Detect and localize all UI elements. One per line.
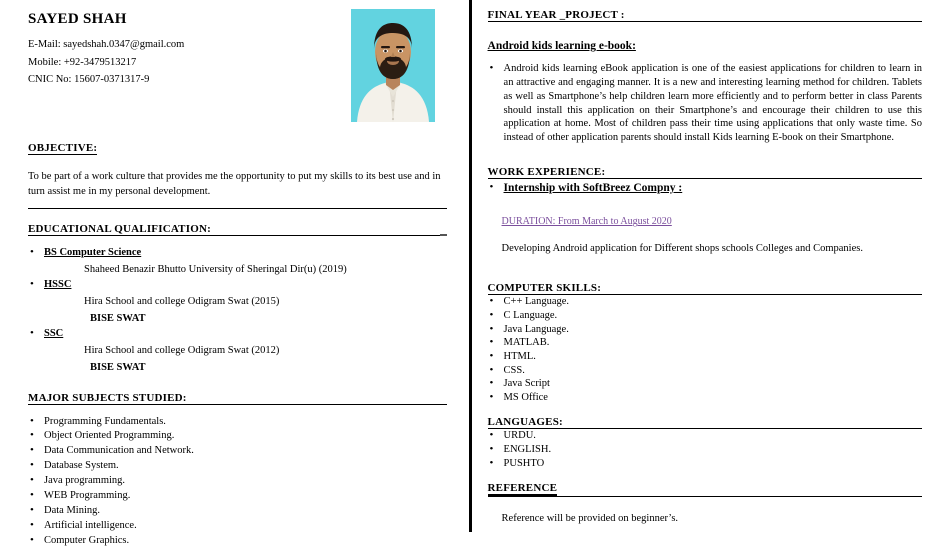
education-list [28, 246, 447, 375]
work-role: Internship with SoftBreez Compny : [504, 182, 683, 194]
resume-page-1 [0, 0, 469, 532]
list-item: • C++ Language. [488, 295, 922, 309]
objective-text: To be part of a work culture that provides me the opportunity to put my skills to its best use and in turn assist me in my personal development. [28, 170, 447, 200]
list-item: • C Language. [488, 309, 922, 323]
computer-skills-list [488, 295, 922, 404]
education-degree: HSSC [44, 278, 71, 292]
work-experience-list [488, 181, 922, 196]
identity-block [28, 9, 184, 92]
final-year-project-section [488, 9, 922, 145]
list-item: • Java programming. [28, 474, 447, 488]
list-item: • CSS. [488, 364, 922, 378]
major-subjects-heading: MAJOR SUBJECTS STUDIED: [28, 392, 187, 404]
work-description: Developing Android application for Different shops schools Colleges and Companies. [488, 243, 922, 254]
project-title: Android kids learning e-book: [488, 40, 636, 52]
work-experience-heading-rule [488, 166, 922, 179]
list-item: • Database System. [28, 459, 447, 473]
objective-section [28, 138, 447, 209]
list-item: • MS Office [488, 391, 922, 405]
list-item: • URDU. [488, 429, 922, 443]
computer-skills-heading-rule [488, 282, 922, 295]
mobile-line: Mobile: +92-3479513217 [28, 57, 184, 68]
computer-skills-heading: COMPUTER SKILLS: [488, 282, 602, 294]
languages-list [488, 429, 922, 470]
education-board: BISE SWAT [44, 361, 447, 375]
languages-heading-rule [488, 416, 922, 429]
project-heading: FINAL YEAR _PROJECT : [488, 9, 625, 21]
profile-photo [351, 9, 435, 122]
reference-heading-rule [488, 482, 922, 497]
education-institute: Hira School and college Odigram Swat (2015) [44, 295, 447, 309]
education-degree: SSC [44, 327, 63, 341]
resume-header [28, 9, 447, 122]
page-title: SAYED SHAH [28, 11, 184, 28]
education-institute: Shaheed Benazir Bhutto University of Sheringal Dir(u) (2019) [44, 263, 447, 277]
list-item: • PUSHTO [488, 457, 922, 471]
list-item [28, 327, 447, 375]
reference-section [488, 482, 922, 524]
list-item: • MATLAB. [488, 336, 922, 350]
reference-heading: REFERENCE [488, 482, 558, 496]
list-item: • Computer Graphics. [28, 534, 447, 547]
list-item: • Object Oriented Programming. [28, 429, 447, 443]
education-heading-rule [28, 223, 447, 236]
project-description-list [488, 62, 922, 145]
work-experience-heading: WORK EXPERIENCE: [488, 166, 606, 178]
list-item: • ENGLISH. [488, 443, 922, 457]
cnic-line: CNIC No: 15607-0371317-9 [28, 74, 184, 85]
education-degree: BS Computer Science [44, 246, 141, 260]
email-line: E-Mail: sayedshah.0347@gmail.com [28, 39, 184, 50]
major-subjects-list [28, 415, 447, 547]
profile-photo-graphic [351, 9, 435, 122]
list-item: • Java Language. [488, 323, 922, 337]
objective-heading: OBJECTIVE: [28, 142, 97, 155]
education-board: BISE SWAT [44, 312, 447, 326]
languages-heading: LANGUAGES: [488, 416, 563, 428]
reference-text: Reference will be provided on beginner’s. [488, 513, 922, 524]
list-item: • WEB Programming. [28, 489, 447, 503]
list-item [28, 278, 447, 326]
resume-page-2 [472, 0, 944, 532]
list-item: • Data Communication and Network. [28, 444, 447, 458]
list-item [488, 181, 922, 196]
list-item: • Data Mining. [28, 504, 447, 518]
list-item: • Android kids learning eBook application is one of the easiest applications for children to learn in an attractive and engaging manner. It is a new and interesting learning method for children. Tablets as well as Smartphone’s help children learn more efficiently and to perform better in class Parents should install this application on their Smartphone’s and encourage their children to use this application at home. Most of children pass their time using applications that only waste time. So instead of other application parents should install Kids learning E-book on their Smartphone. [488, 62, 922, 145]
languages-section [488, 416, 922, 470]
list-item: • HTML. [488, 350, 922, 364]
work-duration[interactable]: DURATION: From March to August 2020 [502, 216, 672, 227]
education-section [28, 223, 447, 375]
list-item: • Java Script [488, 377, 922, 391]
education-heading: EDUCATIONAL QUALIFICATION: [28, 223, 211, 235]
list-item: • Artificial intelligence. [28, 519, 447, 533]
major-subjects-section [28, 392, 447, 547]
work-experience-section [488, 166, 922, 254]
computer-skills-section [488, 282, 922, 404]
list-item: • Programming Fundamentals. [28, 415, 447, 429]
education-institute: Hira School and college Odigram Swat (2012) [44, 344, 447, 358]
list-item [28, 246, 447, 277]
project-heading-rule [488, 9, 922, 22]
major-subjects-heading-rule [28, 392, 447, 405]
